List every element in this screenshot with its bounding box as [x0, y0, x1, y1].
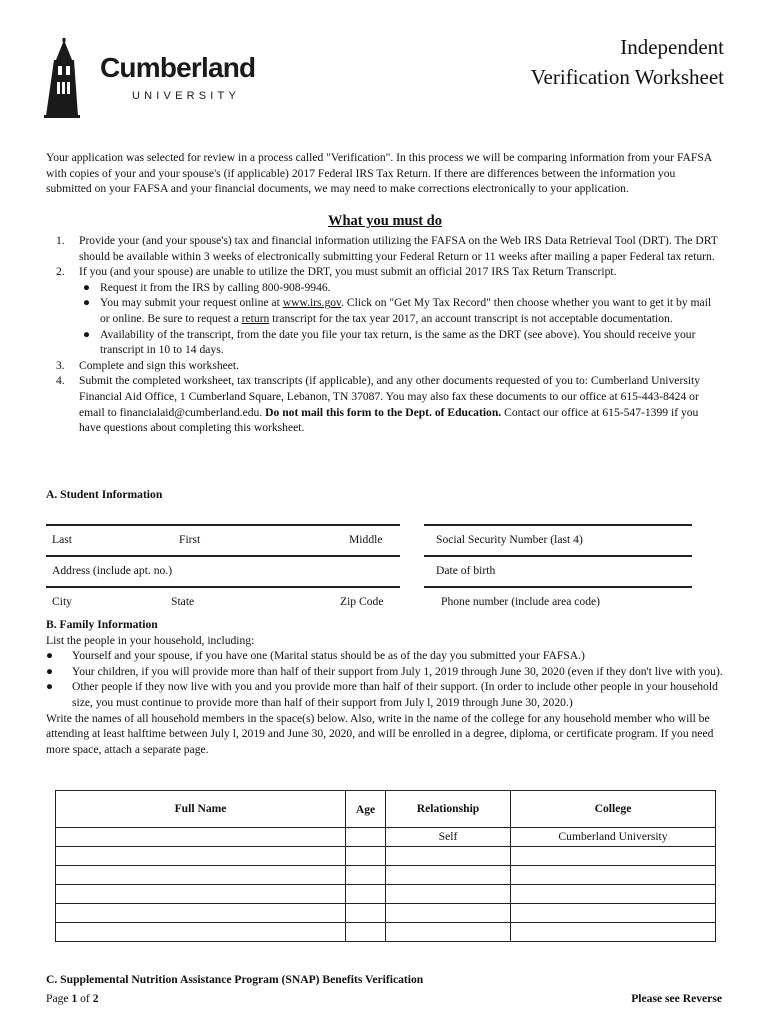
bullet-text: transcript for the tax year 2017, an account transcript is not acceptable documentation. [269, 311, 673, 325]
list-item [79, 280, 722, 296]
ssn-line[interactable] [424, 524, 692, 526]
college-cell[interactable] [511, 885, 716, 904]
relationship-cell: Self [386, 828, 511, 847]
table-row [56, 904, 716, 923]
state-label: State [171, 595, 195, 608]
name-cell[interactable] [56, 923, 346, 942]
step-text: Contact our office at 615-547-1399 if you have questions about completing this worksheet. [79, 405, 699, 435]
relationship-cell[interactable] [386, 866, 511, 885]
age-cell[interactable] [346, 866, 386, 885]
age-cell[interactable] [346, 885, 386, 904]
city-state-zip-line[interactable] [46, 586, 400, 588]
household-criteria [46, 648, 726, 710]
step-text: If you (and your spouse) are unable to utilize the DRT, you must submit an official 2017 IRS Tax Return Transcript. [79, 265, 617, 279]
household-lead: List the people in your household, including: [46, 633, 255, 647]
bullet-icon: ● [83, 280, 91, 294]
list-item [46, 679, 726, 710]
university-logo [44, 38, 274, 120]
bell-tower-icon [44, 38, 84, 120]
step-text: Submit the completed worksheet, tax transcripts (if applicable), and any other documents requested of you to: Cumberland University Financial Aid Office, 1 Cumberland Square, Lebanon, TN 37087. You may also fax these documents to our office at 615-443-8424 or email to financialaid@cumberland.edu. [79, 374, 701, 419]
page-of: of [77, 992, 93, 1005]
section-a-title: A. Student Information [46, 488, 163, 501]
table-header-row [56, 791, 716, 828]
name-cell[interactable] [56, 866, 346, 885]
transcript-options [79, 280, 722, 358]
page-total: 2 [92, 992, 99, 1005]
table-row [56, 828, 716, 847]
what-you-must-do-heading: What you must do [327, 213, 442, 229]
title-line-1: Independent [620, 35, 724, 59]
relationship-cell[interactable] [386, 904, 511, 923]
criteria-text: Your children, if you will provide more than half of their support from July 1, 2019 through June 30, 2020 (even if they don't live with you). [72, 664, 723, 678]
relationship-cell[interactable] [386, 885, 511, 904]
step-1 [46, 233, 722, 264]
see-reverse-note: Please see Reverse [631, 992, 722, 1005]
table-row [56, 885, 716, 904]
page-number [46, 991, 99, 1007]
page-current: 1 [71, 992, 78, 1005]
bullet-icon: ● [83, 296, 91, 310]
intro-paragraph: Your application was selected for review in a process called "Verification". In this process we will be comparing information from your FAFSA with copies of your and your spouse's (if applicable) 2017 Federal IRS Tax Return. If there are differences between the information you submitted on your FAFSA and your financial documents, we may need to make corrections electronically to your application. [46, 151, 712, 196]
age-cell[interactable] [346, 847, 386, 866]
dob-line[interactable] [424, 555, 692, 557]
irs-link[interactable]: www.irs.gov [282, 296, 342, 310]
bullet-text: You may submit your request online at [100, 296, 283, 310]
full-name-header: Full Name [56, 791, 346, 828]
college-cell[interactable] [511, 847, 716, 866]
relationship-cell[interactable] [386, 923, 511, 942]
name-cell[interactable] [56, 885, 346, 904]
bullet-icon: ● [83, 327, 91, 341]
step-warning: Do not mail this form to the Dept. of Education. [265, 405, 502, 419]
step-number: 3. [56, 358, 65, 372]
step-text: Complete and sign this worksheet. [79, 358, 240, 372]
city-label: City [52, 595, 72, 608]
age-cell[interactable] [346, 923, 386, 942]
bullet-icon: ● [46, 649, 54, 663]
bullet-text: . Click on "Get My Tax Record" then choose whether you want to get it by mail or online. Be sure to request a [100, 296, 712, 325]
criteria-text: Yourself and your spouse, if you have one (Marital status should be as of the day you submitted your FAFSA.) [72, 649, 585, 663]
logo-subtitle: UNIVERSITY [132, 90, 241, 102]
college-header: College [511, 791, 716, 828]
title-line-2: Verification Worksheet [530, 65, 724, 89]
address-label: Address (include apt. no.) [52, 564, 173, 577]
bullet-text: Availability of the transcript, from the date you file your tax return, is the same as the DRT (see above). You should receive your transcript in 10 to 14 days. [100, 327, 696, 357]
criteria-text: Other people if they now live with you and you provide more than half of their support. (In order to include other people in your household size, you must continue to provide more than half of their support from July l, 2019 through June 30, 2020.) [72, 680, 718, 709]
step-text: Provide your (and your spouse's) tax and financial information utilizing the FAFSA on the Web IRS Data Retrieval Tool (DRT). The DRT should be available within 3 weeks of electronically submitting your Federal Return or 11 weeks after mailing a paper Federal tax return. [79, 234, 718, 263]
list-item [79, 295, 722, 326]
household-instructions: Write the names of all household members in the space(s) below. Also, write in the name of the college for any household member who will be attending at least halftime between July l, 2019 and June 30, 2020, and will be enrolled in a degree, diploma, or certificate program. If you need more space, attach a separate page. [46, 711, 714, 756]
college-cell: Cumberland University [511, 828, 716, 847]
bullet-icon: ● [46, 664, 54, 678]
bullet-icon: ● [46, 680, 54, 694]
middle-name-label: Middle [349, 533, 383, 546]
list-item [46, 664, 726, 680]
age-header: Age [346, 791, 386, 828]
document-title [531, 32, 724, 92]
age-cell[interactable] [346, 828, 386, 847]
step-2 [46, 264, 722, 358]
relationship-cell[interactable] [386, 847, 511, 866]
table-row [56, 847, 716, 866]
zip-label: Zip Code [340, 595, 384, 608]
relationship-header: Relationship [386, 791, 511, 828]
household-table [55, 790, 716, 942]
address-line[interactable] [46, 555, 400, 557]
section-b [46, 617, 726, 757]
bullet-text: Request it from the IRS by calling 800-908-9946. [100, 280, 331, 294]
college-cell[interactable] [511, 904, 716, 923]
name-cell[interactable] [56, 828, 346, 847]
page-label: Page [46, 992, 72, 1005]
table-row [56, 923, 716, 942]
college-cell[interactable] [511, 923, 716, 942]
phone-line[interactable] [424, 586, 692, 588]
logo-wordmark: Cumberland [100, 52, 256, 83]
last-name-label: Last [52, 533, 72, 546]
return-emphasis: return [241, 311, 270, 325]
step-4 [46, 373, 722, 435]
step-number: 4. [56, 374, 65, 388]
step-3 [46, 358, 722, 374]
college-cell[interactable] [511, 866, 716, 885]
dob-label: Date of birth [436, 564, 496, 577]
phone-label: Phone number (include area code) [441, 595, 601, 608]
name-cell[interactable] [56, 904, 346, 923]
step-number: 1. [56, 234, 65, 247]
list-item [46, 648, 726, 664]
first-name-label: First [179, 533, 201, 546]
table-row [56, 866, 716, 885]
section-b-title: B. Family Information [46, 618, 158, 631]
step-number: 2. [56, 265, 65, 279]
list-item [79, 327, 722, 358]
name-line[interactable] [46, 524, 400, 526]
age-cell[interactable] [346, 904, 386, 923]
name-cell[interactable] [56, 847, 346, 866]
steps-list [46, 233, 722, 436]
ssn-label: Social Security Number (last 4) [436, 533, 583, 546]
section-c-title: C. Supplemental Nutrition Assistance Program (SNAP) Benefits Verification [46, 973, 424, 986]
